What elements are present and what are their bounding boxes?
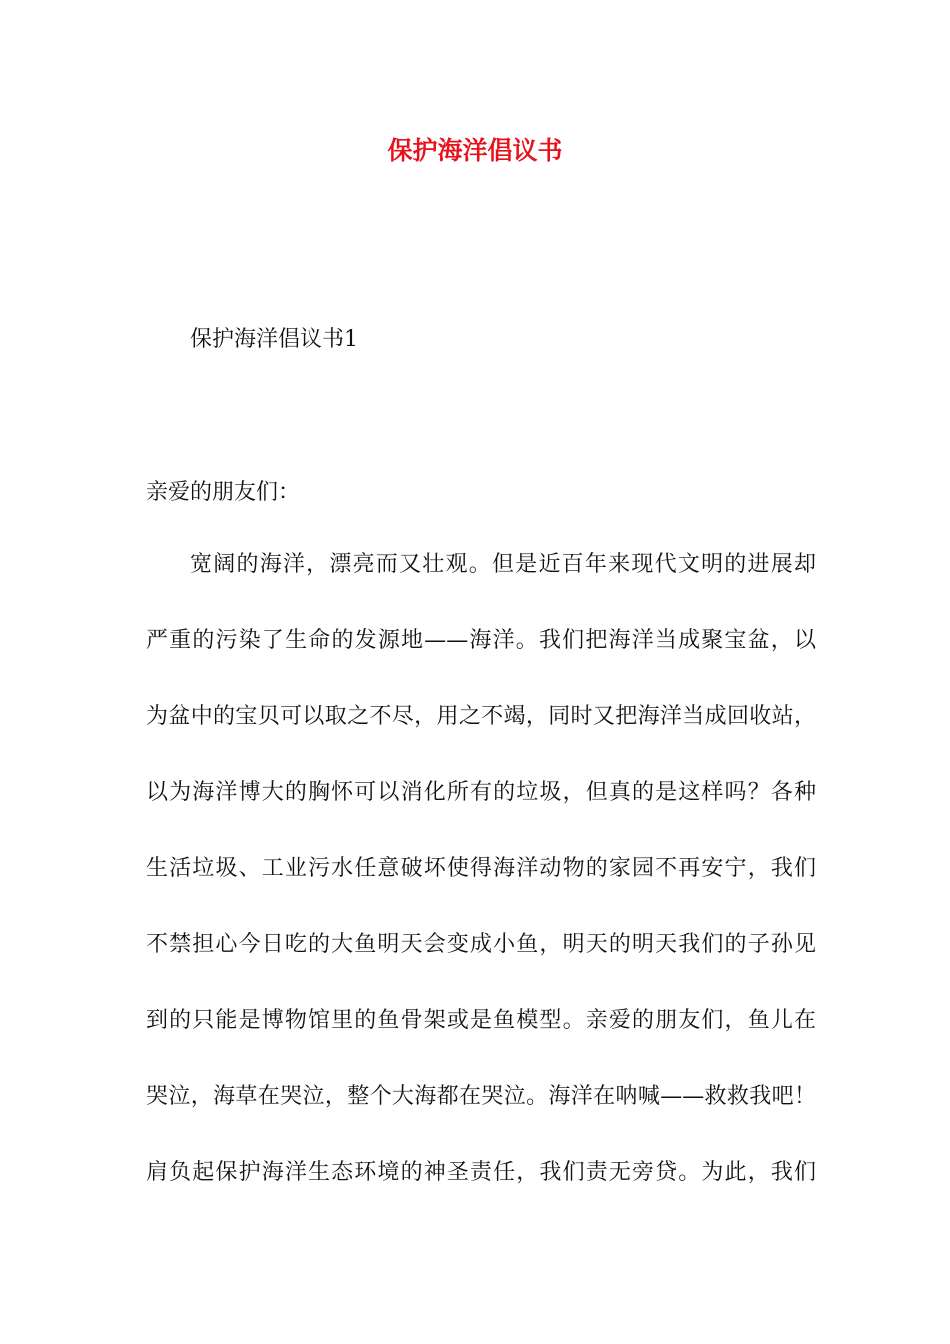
- paragraph-line: 哭泣，海草在哭泣，整个大海都在哭泣。海洋在呐喊——救救我吧！: [146, 1084, 816, 1109]
- paragraph-line: 宽阔的海洋，漂亮而又壮观。但是近百年来现代文明的进展却: [190, 552, 816, 577]
- body-paragraph: [146, 549, 816, 1233]
- paragraph-line: 不禁担心今日吃的大鱼明天会变成小鱼，明天的明天我们的子孙见: [146, 932, 816, 957]
- paragraph-line: 严重的污染了生命的发源地——海洋。我们把海洋当成聚宝盆，以: [146, 628, 816, 653]
- section-heading: 保护海洋倡议书1: [190, 327, 358, 352]
- paragraph-line: 生活垃圾、工业污水任意破坏使得海洋动物的家园不再安宁，我们: [146, 856, 816, 881]
- paragraph-line: 为盆中的宝贝可以取之不尽，用之不竭，同时又把海洋当成回收站，: [146, 704, 816, 729]
- salutation: 亲爱的朋友们：: [146, 480, 301, 505]
- paragraph-line: 肩负起保护海洋生态环境的神圣责任，我们责无旁贷。为此，我们: [146, 1160, 816, 1185]
- paragraph-line: 到的只能是博物馆里的鱼骨架或是鱼模型。亲爱的朋友们，鱼儿在: [146, 1008, 816, 1033]
- paragraph-line: 以为海洋博大的胸怀可以消化所有的垃圾，但真的是这样吗？各种: [146, 780, 816, 805]
- document-title: 保护海洋倡议书: [387, 136, 563, 165]
